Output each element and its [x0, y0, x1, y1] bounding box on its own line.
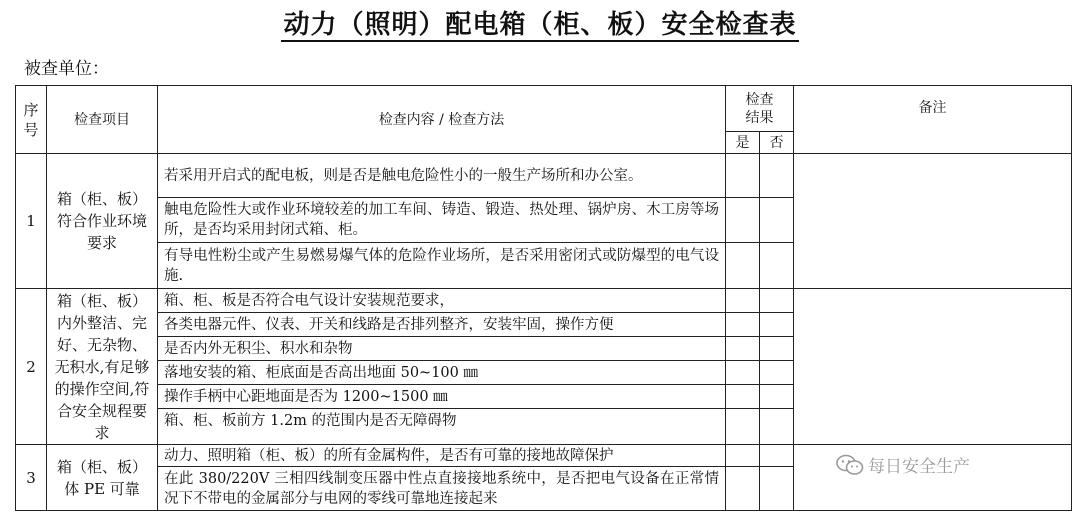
content-cell: 若采用开启式的配电板，则是否是触电危险性小的一般生产场所和办公室。 [158, 154, 726, 198]
watermark-text: 每日安全生产 [868, 457, 970, 477]
item-cell: 箱（柜、板）内外整洁、完好、无杂物、无积水,有足够的操作空间,符合安全规程要求 [47, 289, 158, 445]
result-yes-cell[interactable] [726, 337, 760, 361]
note-cell[interactable] [794, 289, 1072, 445]
header-no: 否 [760, 132, 794, 154]
content-cell: 箱、柜、板是否符合电气设计安装规范要求， [158, 289, 726, 313]
content-cell: 在此 380/220V 三相四线制变压器中性点直接接地系统中，是否把电气设备在正常情况下不带电的金属部分与电网的零线可靠地连接起来 [158, 467, 726, 511]
content-cell: 触电危险性大或作业环境较差的加工车间、铸造、锻造、热处理、锅炉房、木工房等场所，是否均采用封闭式箱、柜。 [158, 198, 726, 243]
item-cell: 箱（柜、板）体 PE 可靠 [47, 445, 158, 511]
header-seq: 序号 [16, 86, 47, 154]
seq-cell: 1 [16, 154, 47, 289]
content-cell: 是否内外无积尘、积水和杂物 [158, 337, 726, 361]
content-cell: 有导电性粉尘或产生易燃易爆气体的危险作业场所，是否采用密闭式或防爆型的电气设施. [158, 243, 726, 289]
inspected-unit-label: 被查单位： [24, 59, 109, 79]
result-yes-cell[interactable] [726, 361, 760, 385]
result-no-cell[interactable] [760, 243, 794, 289]
result-yes-cell[interactable] [726, 198, 760, 243]
result-yes-cell[interactable] [726, 313, 760, 337]
result-no-cell[interactable] [760, 361, 794, 385]
result-no-cell[interactable] [760, 385, 794, 409]
result-no-cell[interactable] [760, 289, 794, 313]
document-title: 动力（照明）配电箱（柜、板）安全检查表 [283, 10, 797, 40]
result-no-cell[interactable] [760, 154, 794, 198]
result-no-cell[interactable] [760, 198, 794, 243]
result-yes-cell[interactable] [726, 154, 760, 198]
content-cell: 操作手柄中心距地面是否为 1200~1500 ㎜ [158, 385, 726, 409]
result-yes-cell[interactable] [726, 409, 760, 445]
content-cell: 箱、柜、板前方 1.2m 的范围内是否无障碍物 [158, 409, 726, 445]
seq-cell: 3 [16, 445, 47, 511]
result-yes-cell[interactable] [726, 445, 760, 467]
result-no-cell[interactable] [760, 337, 794, 361]
note-cell[interactable] [794, 154, 1072, 289]
header-item: 检查项目 [47, 86, 158, 154]
result-yes-cell[interactable] [726, 289, 760, 313]
header-yes: 是 [726, 132, 760, 154]
seq-cell: 2 [16, 289, 47, 445]
header-result: 检查结果 [726, 86, 794, 132]
watermark [836, 452, 970, 477]
inspection-table [15, 85, 1072, 511]
content-cell: 落地安装的箱、柜底面是否高出地面 50~100 ㎜ [158, 361, 726, 385]
result-yes-cell[interactable] [726, 385, 760, 409]
item-cell: 箱（柜、板）符合作业环境要求 [47, 154, 158, 289]
result-no-cell[interactable] [760, 313, 794, 337]
content-cell: 各类电器元件、仪表、开关和线路是否排列整齐，安装牢固，操作方便 [158, 313, 726, 337]
header-content: 检查内容 / 检查方法 [158, 86, 726, 154]
result-yes-cell[interactable] [726, 243, 760, 289]
content-cell: 动力、照明箱（柜、板）的所有金属构件，是否有可靠的接地故障保护 [158, 445, 726, 467]
result-no-cell[interactable] [760, 445, 794, 467]
wechat-icon [836, 454, 864, 476]
header-note: 备注 [794, 86, 1072, 154]
result-no-cell[interactable] [760, 409, 794, 445]
result-yes-cell[interactable] [726, 467, 760, 511]
result-no-cell[interactable] [760, 467, 794, 511]
